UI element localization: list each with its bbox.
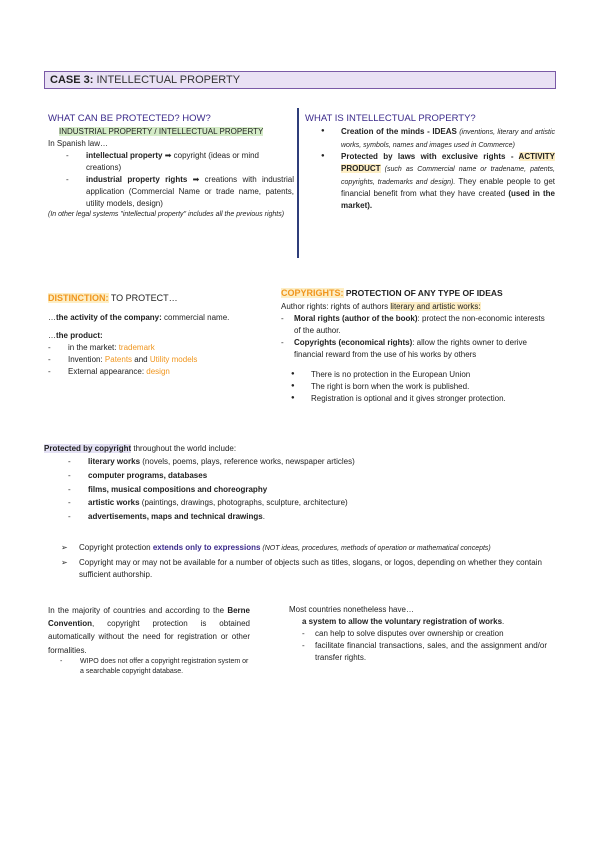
distinction-label: DISTINCTION: [48,293,109,303]
list-item-bold-end: (used in the market). [341,189,556,211]
protected-section [44,443,554,524]
list-item [68,483,554,497]
voluntary-intro: Most countries nonetheless have… [289,605,414,614]
right-top-section [305,112,555,212]
case-title-text: INTELLECTUAL PROPERTY [93,74,241,86]
column-divider [297,108,299,258]
company-rest: commercial name. [161,312,230,322]
case-title-prefix: CASE 3: [50,74,94,86]
list-item [319,126,555,151]
voluntary-section [289,604,547,664]
distinction-title: TO PROTECT… [108,293,178,303]
expressions-section [61,542,561,581]
list-item [319,151,555,212]
list-item-bold: Protected by laws with exclusive rights - [341,152,519,162]
list-item-text: Copyright protection [79,543,153,552]
and-text: and [132,354,150,364]
list-item [48,342,278,354]
list-item [68,496,554,510]
company-bold: the activity of the company: [56,312,162,322]
berne-convention-bold: Berne Convention [48,606,250,629]
industrial-intellectual-subheading: INDUSTRIAL PROPERTY / INTELLECTUAL PROPERTY [59,127,264,137]
spanish-law-intro: In Spanish law… [48,139,109,149]
list-item [66,150,294,174]
list-item-text: . [262,512,265,521]
expressions-bold: extends only to expressions [152,543,261,552]
spanish-law-list [66,150,294,210]
activity-product-highlight: ACTIVITY PRODUCT [341,152,555,174]
list-item-text: Invention: [68,354,105,364]
protected-rest: throughout the world include: [131,444,237,453]
case-title [44,71,556,89]
list-item-bold: Moral rights (author of the book) [294,313,418,323]
list-item [68,510,554,524]
list-item: ● There is no protection in the European Union [289,369,553,381]
list-item: - WIPO does not offer a copyright registration system or a searchable copyright database. [60,657,250,678]
voluntary-bold: a system to allow the voluntary registration of works [302,617,503,626]
distinction-heading [48,292,278,306]
list-item-italic: (NOT ideas, procedures, methods of operation or mathematical concepts) [260,545,491,552]
list-item-text: (paintings, drawings, photographs, sculpture, architecture) [139,498,348,508]
list-item-text: : protect the non-economic interests of the author. [294,313,545,335]
distinction-section [48,292,278,378]
list-item-text: in the market: [68,342,119,352]
list-item-bold: advertisements, maps and technical drawings [88,512,263,521]
list-item: ● The right is born when the work is published. [289,381,553,393]
subheading-row [48,126,294,138]
list-item-bold: computer programs, databases [88,470,208,480]
company-prefix: … [48,312,56,322]
utility-models-term: Utility models [149,354,198,364]
what-is-ip-list [319,126,555,212]
voluntary-list [302,628,547,664]
protected-highlight: Protected by copyright [44,444,132,453]
list-item [66,174,294,210]
copyrights-heading [281,287,553,301]
berne-paragraph [48,604,250,657]
list-item [61,542,561,555]
list-item: - facilitate financial transactions, sales, and the assignment and/or transfer rights. [302,640,547,664]
voluntary-end: . [502,617,505,626]
list-item [281,313,553,337]
list-item-bold: literary works [88,457,141,466]
list-item [68,469,554,483]
other-systems-note: (In other legal systems "intellectual property" includes all the previous rights) [48,211,285,219]
list-item [68,455,554,469]
author-rights-line [281,301,553,313]
copyrights-section [281,287,553,405]
copyright-facts-list [289,369,553,405]
voluntary-line [289,616,547,628]
trademark-term: trademark [118,342,155,352]
wipo-list [60,657,250,678]
list-item-text: They enable people to get financial benefit from what they have created [341,176,555,199]
list-item-bold: artistic works [88,498,140,508]
protected-works-list [68,455,554,524]
copyrights-title: PROTECTION OF ANY TYPE OF IDEAS [343,288,503,298]
company-line [48,312,278,324]
product-line [48,330,278,342]
copyrights-label: COPYRIGHTS: [281,288,344,298]
berne-rest: , copyright protection is obtained automatically without the need for registration or other formalities. [48,619,250,655]
list-item-bold: intellectual property [86,151,163,161]
list-item-text: ➡ copyright (ideas or mind creations) [86,151,259,173]
list-item: ● Registration is optional and it gives stronger protection. [289,393,553,405]
list-item-italic: (inventions, literary and artistic works, symbols, names and images used in Commerce) [341,129,555,149]
product-prefix: … [48,330,56,340]
list-item-text: ➡ creations with industrial application (Commercial Name or trade name, patents, utility models, design) [86,175,295,209]
list-item-italic: (such as Commercial name or tradename, patents, copyrights, trademarks and design). [341,166,555,186]
rights-list [281,313,553,361]
list-item: ➢ Copyright may or may not be available for a number of objects such as titles, slogans, or logos, depending on whether they contain sufficient authorship. [61,557,561,581]
list-item [48,366,278,378]
product-list [48,342,278,378]
berne-pre: In the majority of countries and according to the [48,606,228,615]
list-item [48,354,278,366]
list-item-bold: films, musical compositions and choreography [88,484,268,494]
arrow-list [61,542,561,581]
berne-section [48,604,250,678]
list-item-bold: industrial property rights [86,175,188,185]
product-bold: the product: [56,330,103,340]
what-can-be-protected-heading: WHAT CAN BE PROTECTED? HOW? [48,113,211,124]
list-item-text: External appearance: [68,366,147,376]
list-item-text: (novels, poems, plays, reference works, newspaper articles) [140,457,355,466]
list-item-bold: Copyrights (economical rights) [294,337,413,347]
author-rights-text: Author rights: rights of authors [281,301,391,311]
list-item [281,337,553,361]
patents-term: Patents [104,354,133,364]
left-top-section [48,112,294,221]
what-is-ip-heading: WHAT IS INTELLECTUAL PROPERTY? [305,113,476,124]
protected-intro [44,443,554,455]
design-term: design [146,366,170,376]
list-item: - can help to solve disputes over ownership or creation [302,628,547,640]
list-item-bold: Creation of the minds - IDEAS [341,127,457,137]
list-item-text: : allow the rights owner to derive financial reward from the use of his works by others [294,337,527,359]
literary-artistic-highlight: literary and artistic works: [390,301,481,311]
